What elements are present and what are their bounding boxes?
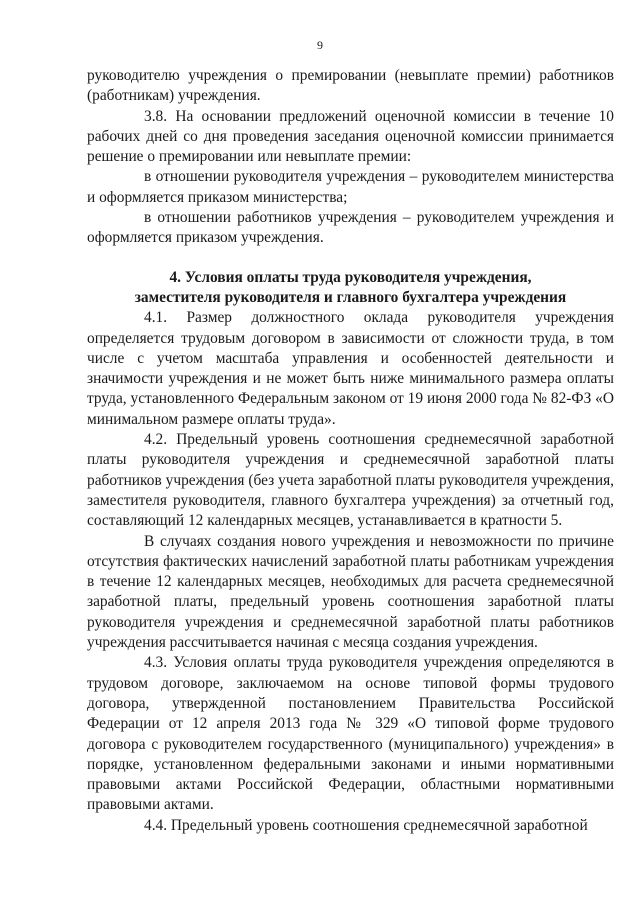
paragraph-4-2-new-institution: В случаях создания нового учреждения и невозможности по причине отсутствия фактических начислений заработной платы работникам учреждения в течение 12 календарных месяцев, необходимых для расчета среднемесячной заработной платы, предельный уровень соотношения заработной платы руководителя учреждения и среднемесячной заработной платы работников учреждения рассчитывается начиная с месяца создания учреждения. xyxy=(87,532,614,652)
paragraph-3-8: 3.8. На основании предложений оценочной комиссии в течение 10 рабочих дней со дня проведения заседания оценочной комиссии принимается решение о премировании или невыплате премии: xyxy=(87,107,614,166)
paragraph-3-8-manager: в отношении руководителя учреждения – руководителем министерства и оформляется приказом министерства; xyxy=(87,168,614,206)
section-heading xyxy=(87,268,614,309)
page-number: 9 xyxy=(317,38,323,52)
paragraph-3-8-employees: в отношении работников учреждения – руководителем учреждения и оформляется приказом учреждения. xyxy=(87,209,614,247)
section-heading-line-1: 4. Условия оплаты труда руководителя учреждения, xyxy=(169,268,532,286)
paragraph-4-2: 4.2. Предельный уровень соотношения среднемесячной заработной платы руководителя учреждения и среднемесячной заработной платы работников учреждения (без учета заработной платы руководителя учреждения, заместителя руководителя, главного бухгалтера учреждения) за отчетный год, составляющий 12 календарных месяцев, устанавливается в кратности 5. xyxy=(87,431,614,530)
paragraph-4-1: 4.1. Размер должностного оклада руководителя учреждения определяется трудовым договором в зависимости от сложности труда, в том числе с учетом масштаба управления и особенностей деятельности и значимости учреждения и не может быть ниже минимального размера оплаты труда, установленного Федеральным законом от 19 июня 2000 года № 82-ФЗ «О минимальном размере оплаты труда». xyxy=(87,309,614,428)
section-spacer xyxy=(87,249,614,268)
paragraph-4-4: 4.4. Предельный уровень соотношения среднемесячной заработной xyxy=(144,816,588,834)
paragraph-continuation: руководителю учреждения о премировании (невыплате премии) работников (работникам) учреждения. xyxy=(87,67,614,105)
document-body xyxy=(87,66,614,836)
section-heading-line-2: заместителя руководителя и главного бухгалтера учреждения xyxy=(134,288,567,306)
paragraph-4-3: 4.3. Условия оплаты труда руководителя учреждения определяются в трудовом договоре, заключаемом на основе типовой формы трудового договора, утвержденной постановлением Правительства Российской Федерации от 12 апреля 2013 года № 329 «О типовой форме трудового договора с руководителем государственного (муниципального) учреждения» в порядке, установленном федеральными законами и иными нормативными правовыми актами Российской Федерации, областными нормативными правовыми актами. xyxy=(87,654,614,814)
